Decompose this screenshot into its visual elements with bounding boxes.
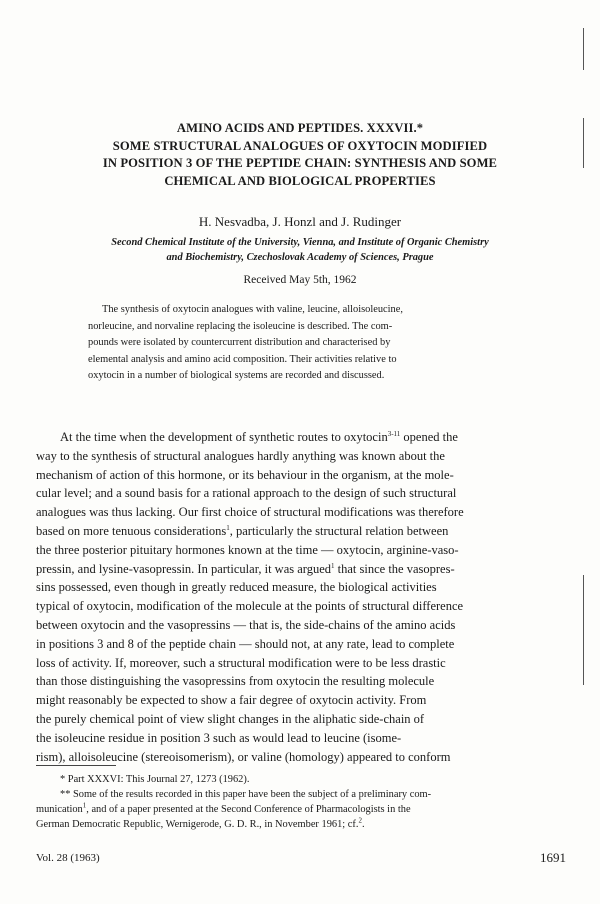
body-line: sins possessed, even though in greatly reduced measure, the biological activities <box>36 580 437 595</box>
abstract-line: The synthesis of oxytocin analogues with valine, leucine, alloisoleucine, <box>102 304 403 315</box>
margin-rule <box>583 575 584 685</box>
received-date: Received May 5th, 1962 <box>243 274 357 286</box>
authors: H. Nesvadba, J. Honzl and J. Rudinger <box>198 214 402 229</box>
footnote-line <box>36 802 566 817</box>
affiliation-line: Second Chemical Institute of the University, Vienna, and Institute of Organic Chemistry <box>111 237 489 248</box>
body-line: analogues was thus lacking. Our first choice of structural modifications was therefore <box>36 505 464 520</box>
title-line: IN POSITION 3 OF THE PEPTIDE CHAIN: SYNTHESIS AND SOME <box>102 156 498 170</box>
body-line: might reasonably be expected to show a fair degree of oxytocin activity. From <box>36 693 427 708</box>
margin-rule <box>583 28 584 70</box>
reference-superscript: 1 <box>226 523 230 532</box>
body-text-run: At the time when the development of synthetic routes to oxytocin <box>60 430 388 444</box>
affiliation-line: and Biochemistry, Czechoslovak Academy of Sciences, Prague <box>166 252 434 263</box>
body-line: rism), alloisoleucine (stereoisomerism), or valine (homology) appeared to conform <box>36 749 451 764</box>
title-line: SOME STRUCTURAL ANALOGUES OF OXYTOCIN MODIFIED <box>112 138 488 153</box>
reference-superscript: 2 <box>358 816 362 825</box>
body-line: cular level; and a sound basis for a rational approach to the design of such structural <box>36 486 457 501</box>
body-line: in positions 3 and 8 of the peptide chain — should not, at any rate, lead to complete <box>36 636 455 651</box>
footnote-text-run: German Democratic Republic, Wernigerode, G. D. R., in November 1961; cf. <box>36 819 359 830</box>
body-text-run: that since the vasopres- <box>334 561 455 576</box>
footnote-text-run: munication <box>36 804 83 815</box>
footnote-text-run: . <box>361 819 365 830</box>
body-line: the three posterior pituitary hormones known at the time — oxytocin, arginine-vaso- <box>36 542 459 557</box>
body-line: the purely chemical point of view slight changes in the aliphatic side-chain of <box>36 711 425 726</box>
reference-superscript: 3-11 <box>387 429 401 438</box>
body-line: loss of activity. If, moreover, such a structural modification were to be less drastic <box>36 655 446 670</box>
affiliation <box>40 235 560 265</box>
footnotes <box>36 772 566 832</box>
body-line <box>36 428 566 447</box>
body-line <box>36 522 566 541</box>
abstract-line: norleucine, and norvaline replacing the isoleucine is described. The com- <box>88 320 393 332</box>
footnote-separator <box>36 765 116 766</box>
footnote-text-run: , and of a paper presented at the Second Conference of Pharmacologists in the <box>86 804 411 815</box>
reference-superscript: 1 <box>331 561 335 570</box>
abstract <box>88 302 518 385</box>
title-line: AMINO ACIDS AND PEPTIDES. XXXVII.* <box>176 121 424 135</box>
title-line: CHEMICAL AND BIOLOGICAL PROPERTIES <box>164 173 436 188</box>
volume-info: Vol. 28 (1963) <box>36 852 100 864</box>
body-text <box>36 428 566 766</box>
body-line: mechanism of action of this hormone, or its behaviour in the organism, at the mole- <box>36 467 454 482</box>
article-title <box>40 120 560 190</box>
body-line: between oxytocin and the vasopressins — that is, the side-chains of the amino acids <box>36 617 456 632</box>
footnote: * Part XXXVI: This Journal 27, 1273 (1962). <box>60 774 250 785</box>
body-text-run: based on more tenuous considerations <box>36 523 227 538</box>
abstract-line: elemental analysis and amino acid composition. Their activities relative to <box>88 353 397 365</box>
footnote-line <box>36 817 566 832</box>
reference-superscript: 1 <box>82 801 87 810</box>
abstract-line: oxytocin in a number of biological systems are recorded and discussed. <box>88 370 385 381</box>
page-number: 1691 <box>540 850 566 865</box>
abstract-line: pounds were isolated by countercurrent distribution and characterised by <box>88 337 391 348</box>
body-line <box>36 560 566 579</box>
body-line: typical of oxytocin, modification of the molecule at the points of structural difference <box>36 599 464 614</box>
footnote: ** Some of the results recorded in this paper have been the subject of a preliminary com- <box>60 789 432 800</box>
body-line: the isoleucine residue in position 3 such as would lead to leucine (isome- <box>36 730 402 745</box>
margin-rule <box>583 118 584 168</box>
body-text-run: , particularly the structural relation between <box>229 523 449 538</box>
body-text-run: pressin, and lysine-vasopressin. In particular, it was argued <box>36 561 332 576</box>
body-line: way to the synthesis of structural analogues hardly anything was known about the <box>36 448 445 463</box>
body-line: than those distinguishing the vasopressins from oxytocin the resulting molecule <box>36 674 435 689</box>
body-text-run: opened the <box>400 430 458 444</box>
